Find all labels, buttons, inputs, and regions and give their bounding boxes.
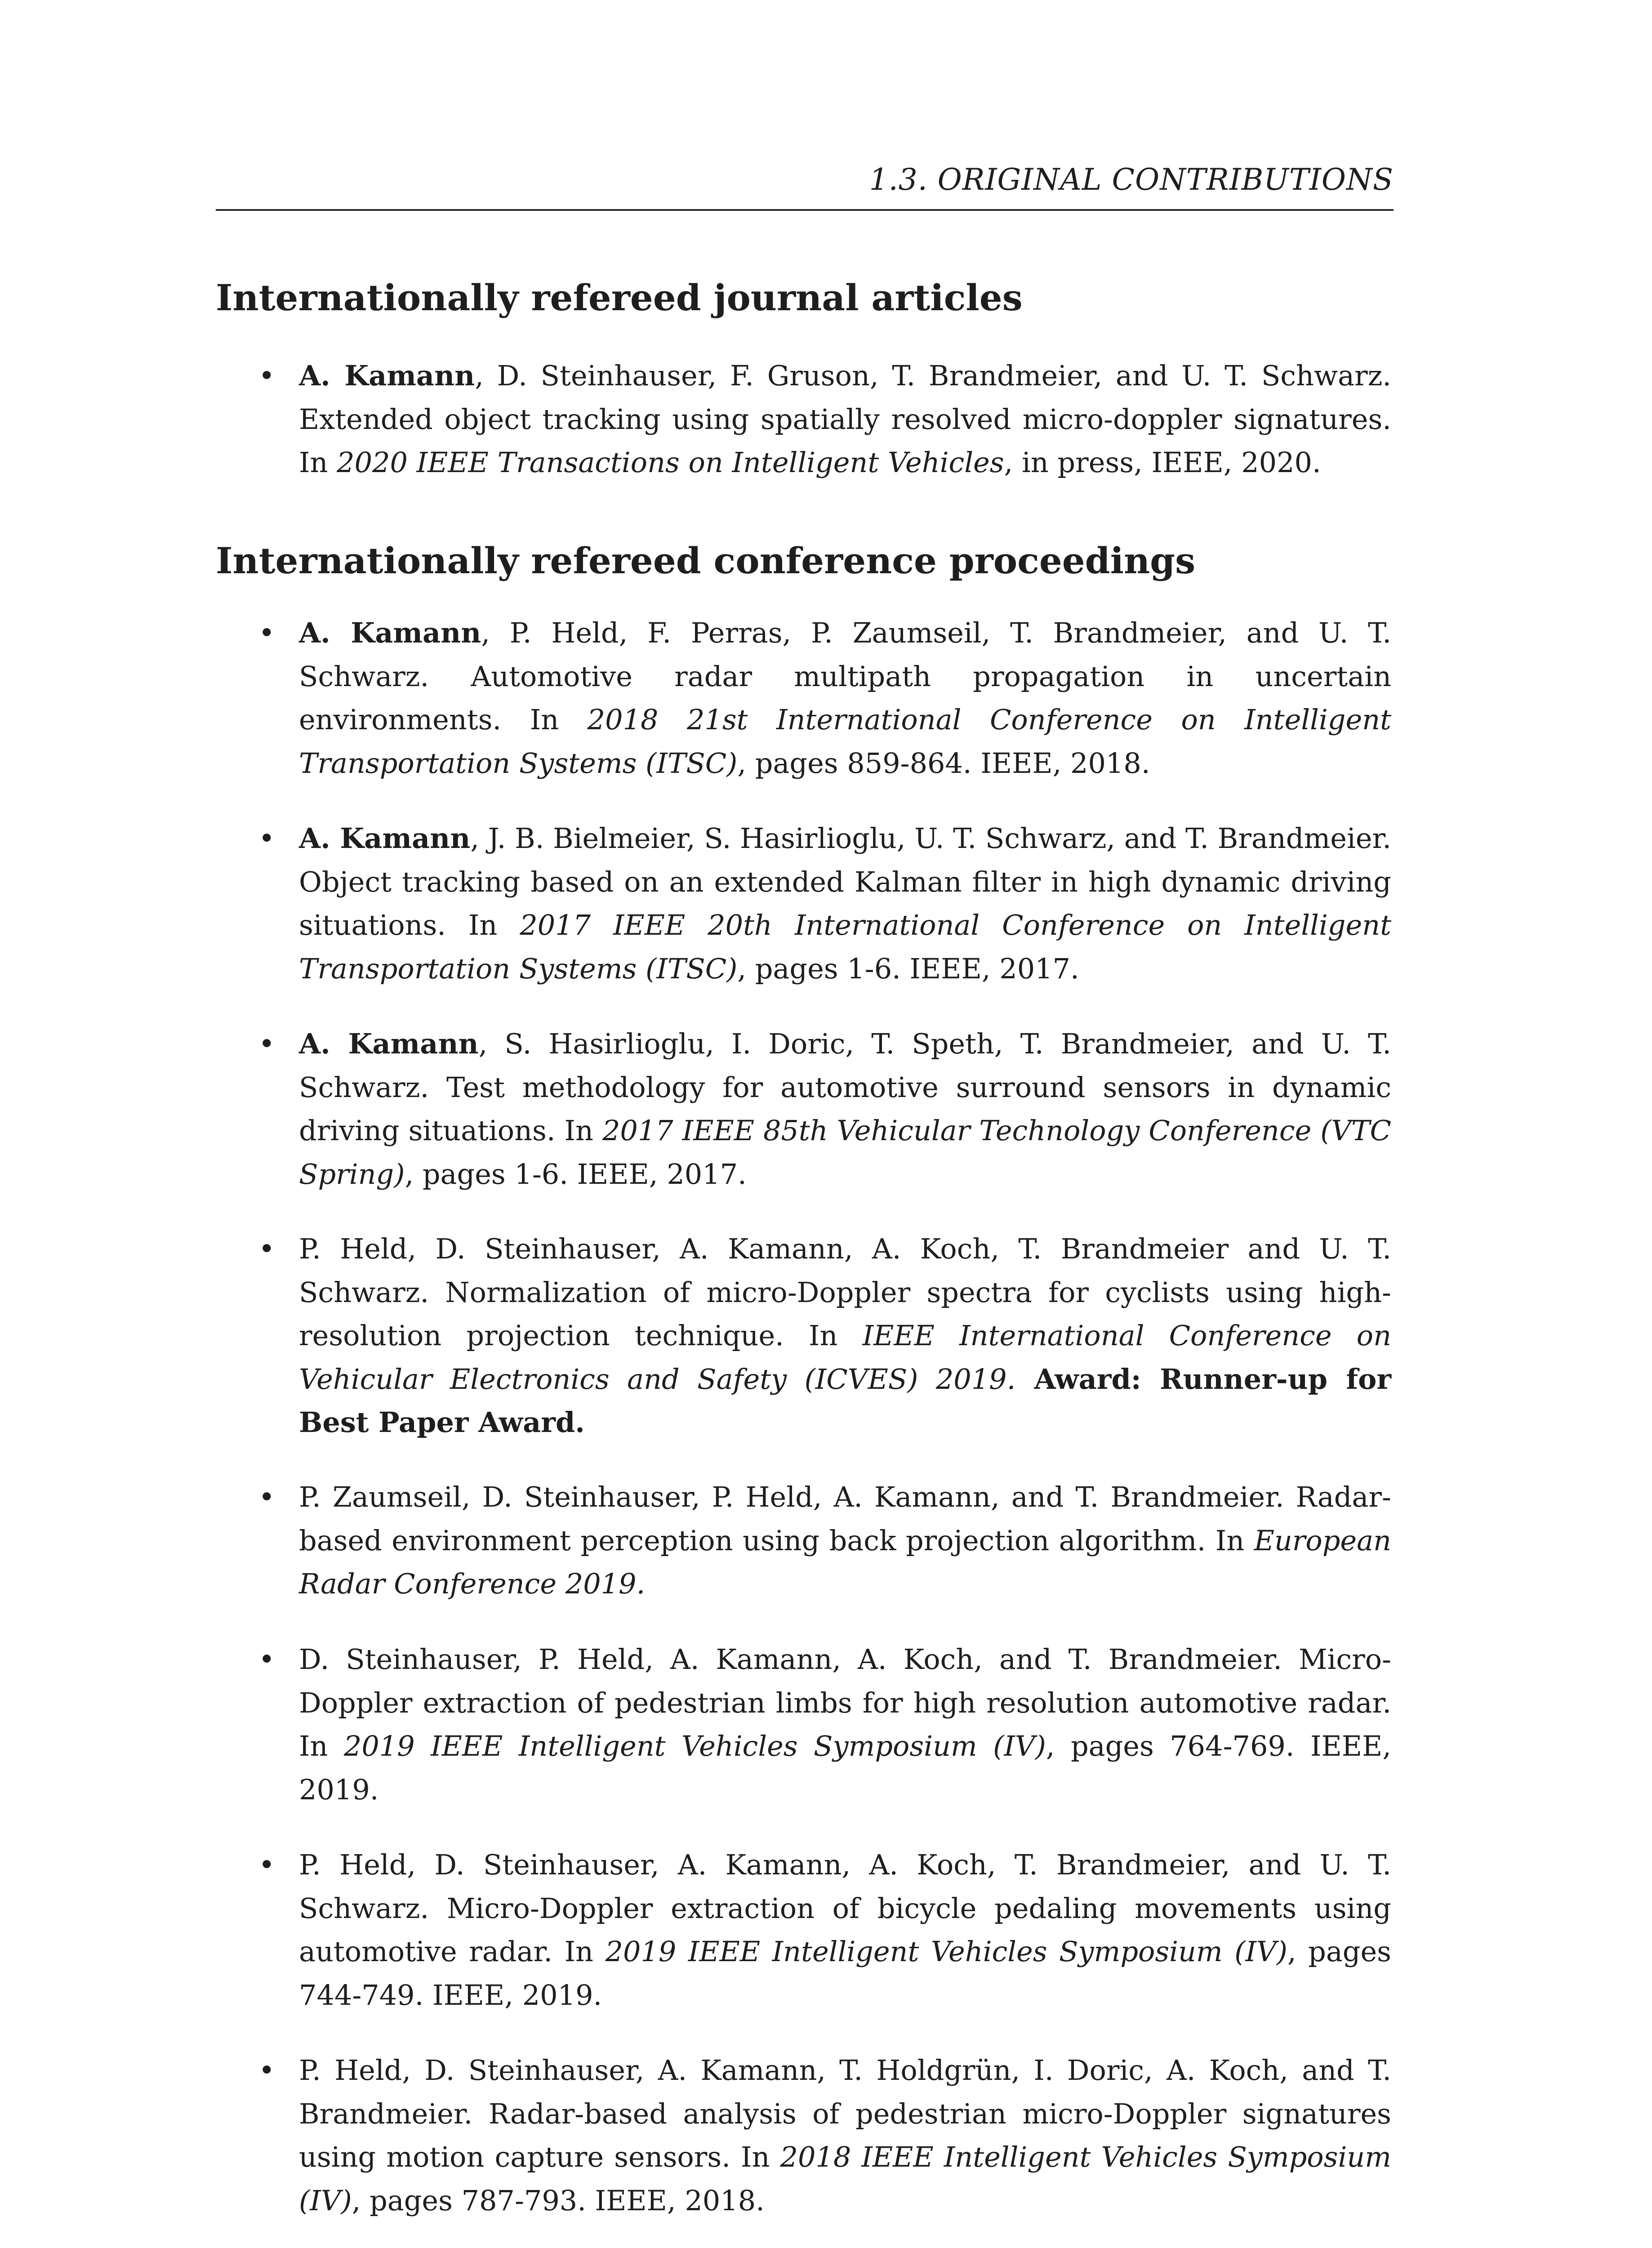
entry-venue: 2017 IEEE 20th International Conference on Intelligent Transportation Systems (ITSC) <box>299 909 1391 985</box>
entry-tail: , pages 859-864. IEEE, 2018. <box>737 746 1150 780</box>
entry-lead-author: A. Kamann <box>299 1027 479 1060</box>
entry-authors: , S. Hasirlioglu, I. Doric, T. Speth, T. Brandmeier, and U. T. Schwarz. Test methodology for automotive surround sensors in dynamic driving situations. In <box>299 1027 1391 1147</box>
header-rule <box>216 209 1394 211</box>
list-bullet: • <box>258 359 275 392</box>
entry-authors: , J. B. Bielmeier, S. Hasirlioglu, U. T. Schwarz, and T. Brandmeier. Object tracking based on an extended Kalman filter in high dynamic driving situations. In <box>299 822 1392 941</box>
entry-lead-author: A. Kamann <box>299 359 475 392</box>
entry-award: Award: Runner-up for Best Paper Award. <box>299 1362 1392 1439</box>
entry-venue: European Radar Conference 2019. <box>299 1524 1391 1600</box>
list-bullet: • <box>258 1643 275 1676</box>
section-title-conference: Internationally refereed conference proceedings <box>216 540 1196 582</box>
entry-authors: P. Held, D. Steinhauser, A. Kamann, A. Koch, T. Brandmeier and U. T. Schwarz. Normalization of micro-Doppler spectra for cyclists using high-resolution projection technique. In <box>299 1232 1391 1352</box>
conference-entry-4 <box>299 1227 1391 1445</box>
entry-venue: 2019 IEEE Intelligent Vehicles Symposium (IV) <box>343 1730 1046 1762</box>
list-bullet: • <box>258 2054 275 2087</box>
running-head: 1.3. ORIGINAL CONTRIBUTIONS <box>869 162 1394 197</box>
conference-entry-5 <box>299 1476 1391 1606</box>
conference-entry-6 <box>299 1638 1391 1811</box>
conference-entry-8 <box>299 2049 1391 2222</box>
entry-authors: P. Held, D. Steinhauser, A. Kamann, T. Holdgrün, I. Doric, A. Koch, and T. Brandmeier. Radar-based analysis of pedestrian micro-Doppler signatures using motion capture sensors. In <box>299 2054 1391 2173</box>
entry-tail: , pages 744-749. IEEE, 2019. <box>299 1935 1391 2012</box>
entry-authors: , P. Held, F. Perras, P. Zaumseil, T. Brandmeier, and U. T. Schwarz. Automotive radar multipath propagation in uncertain environments. In <box>299 616 1391 736</box>
entry-venue: 2018 IEEE Intelligent Vehicles Symposium (IV) <box>299 2141 1391 2217</box>
entry-authors: D. Steinhauser, P. Held, A. Kamann, A. Koch, and T. Brandmeier. Micro-Doppler extraction of pedestrian limbs for high resolution automotive radar. In <box>299 1643 1391 1762</box>
entry-tail: , pages 787-793. IEEE, 2018. <box>352 2184 765 2217</box>
entry-tail: , in press, IEEE, 2020. <box>1004 446 1321 479</box>
list-bullet: • <box>258 1481 275 1513</box>
entry-venue: 2019 IEEE Intelligent Vehicles Symposium (IV) <box>605 1935 1287 1968</box>
section-title-journal: Internationally refereed journal articles <box>216 277 1023 319</box>
entry-lead-author: A. Kamann <box>299 616 481 649</box>
entry-venue: 2017 IEEE 85th Vehicular Technology Conference (VTC Spring) <box>299 1114 1391 1191</box>
entry-venue: 2020 IEEE Transactions on Intelligent Vehicles <box>337 446 1004 479</box>
entry-venue: IEEE International Conference on Vehicular Electronics and Safety (ICVES) 2019. <box>299 1319 1392 1396</box>
entry-authors: , D. Steinhauser, F. Gruson, T. Brandmeier, and U. T. Schwarz. Extended object tracking using spatially resolved micro-doppler signatures. In <box>299 359 1391 479</box>
list-bullet: • <box>258 1848 275 1881</box>
entry-tail: , pages 764-769. IEEE, 2019. <box>299 1730 1391 1806</box>
entry-tail: , pages 1-6. IEEE, 2017. <box>737 952 1079 985</box>
conference-entry-1 <box>299 611 1391 785</box>
journal-entry-1 <box>299 354 1391 485</box>
entry-authors: P. Held, D. Steinhauser, A. Kamann, A. Koch, T. Brandmeier, and U. T. Schwarz. Micro-Doppler extraction of bicycle pedaling movements using automotive radar. In <box>299 1848 1391 1968</box>
list-bullet: • <box>258 1232 275 1265</box>
entry-tail: , pages 1-6. IEEE, 2017. <box>405 1157 747 1191</box>
entry-venue: 2018 21st International Conference on Intelligent Transportation Systems (ITSC) <box>299 703 1391 780</box>
list-bullet: • <box>258 616 275 649</box>
conference-entry-2 <box>299 817 1391 990</box>
list-bullet: • <box>258 1027 275 1060</box>
entry-authors: P. Zaumseil, D. Steinhauser, P. Held, A. Kamann, and T. Brandmeier. Radar-based environment perception using back projection algorithm. In <box>299 1481 1391 1557</box>
list-bullet: • <box>258 822 275 855</box>
conference-entry-3 <box>299 1022 1391 1196</box>
conference-entry-7 <box>299 1843 1391 2017</box>
entry-lead-author: A. Kamann <box>299 822 471 855</box>
